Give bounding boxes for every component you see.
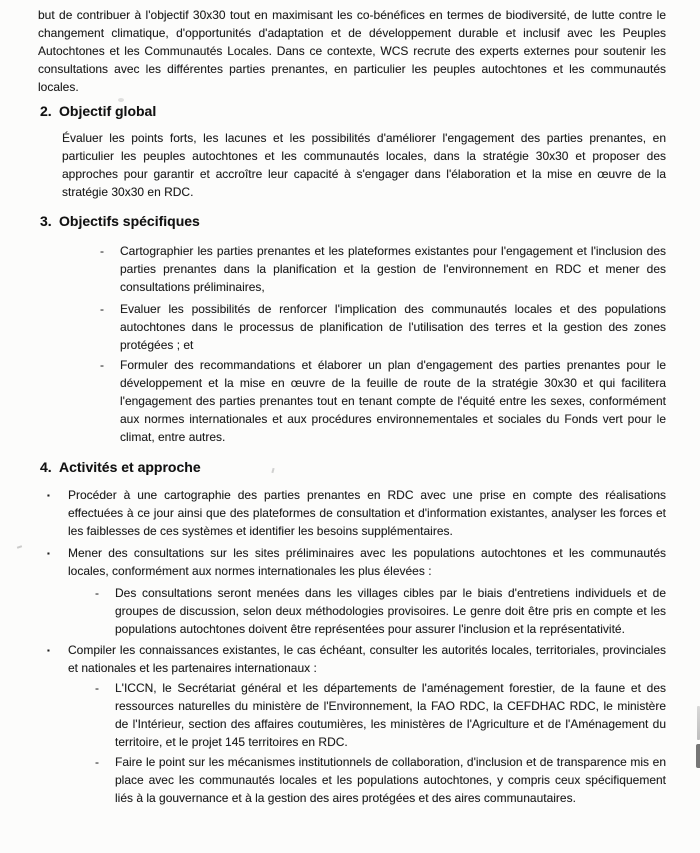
- list-item-text: Evaluer les possibilités de renforcer l'implication des communautés locales et des populations autochtones dans le processus de planification de l'utilisation des terres et la gestion des zones protégées ; et: [120, 302, 666, 352]
- dash-bullet-icon: -: [100, 358, 104, 372]
- section-4-number: 4.: [40, 459, 52, 475]
- section-3-number: 3.: [40, 213, 52, 229]
- list-item-text: Procéder à une cartographie des parties prenantes en RDC avec une prise en compte des réalisations effectuées à ce jour ainsi que des plateformes de consultation et d'information existantes, analyser les forces et les faiblesses de ces systèmes et identifier les besoins supplémentaires.: [68, 488, 666, 538]
- section-2-heading: [38, 102, 666, 120]
- dash-bullet-icon: -: [100, 302, 104, 316]
- list-item: [38, 356, 666, 446]
- list-item: [38, 242, 666, 296]
- list-item-text: Mener des consultations sur les sites préliminaires avec les populations autochtones et les communautés locales, conformément aux normes internationales les plus élevées :: [68, 546, 666, 578]
- sub-list-item: [38, 584, 666, 638]
- square-bullet-icon: ▪: [47, 646, 50, 655]
- section-2-title: Objectif global: [59, 103, 157, 119]
- sub-list-item: [38, 679, 666, 751]
- sub-list-item-text: L'ICCN, le Secrétariat général et les départements de l'aménagement forestier, de la faune et des ressources naturelles du ministère de l'Environnement, la FAO RDC, la CEFDHAC RDC, le ministère de l'Intérieur, section des affaires coutumières, les ministères de l'Agriculture et de l'Aménagement du territoire, et le projet 145 territoires en RDC.: [115, 681, 666, 749]
- list-item-text: Compiler les connaissances existantes, le cas échéant, consulter les autorités locales, territoriales, provinciales et nationales et les partenaires internationaux :: [68, 643, 666, 675]
- section-3-title: Objectifs spécifiques: [59, 213, 200, 229]
- section-4-title: Activités et approche: [59, 459, 201, 475]
- dash-bullet-icon: -: [100, 244, 104, 258]
- dash-bullet-icon: -: [95, 755, 99, 769]
- list-item: [38, 544, 666, 580]
- dash-bullet-icon: -: [95, 681, 99, 695]
- dash-bullet-icon: -: [95, 586, 99, 600]
- list-item: [38, 641, 666, 677]
- section-3-heading: [38, 212, 666, 230]
- scan-artifact: [696, 744, 700, 768]
- sub-list-item-text: Des consultations seront menées dans les villages cibles par le biais d'entretiens individuels et de groupes de discussion, selon deux méthodologies provisoires. Le genre doit être pris en compte et les populations autochtones doivent être représentées pour assurer l'inclusion et la représentativité.: [115, 586, 666, 636]
- list-item: [38, 300, 666, 354]
- square-bullet-icon: ▪: [47, 491, 50, 500]
- list-item-text: Formuler des recommandations et élaborer un plan d'engagement des parties prenantes pour le développement et la mise en œuvre de la feuille de route de la stratégie 30x30 et qui facilitera l'engagement des parties prenantes tout en tenant compte de l'équité entre les sexes, conformément aux normes internationales et aux procédures environnementales et sociales du Fonds vert pour le climat, entre autres.: [120, 358, 666, 444]
- scan-artifact: [17, 545, 22, 549]
- list-item: [38, 486, 666, 540]
- list-item-text: Cartographier les parties prenantes et les plateformes existantes pour l'engagement et l'inclusion des parties prenantes dans la planification et la gestion de l'environnement en RDC et mener des consultations préliminaires,: [120, 244, 666, 294]
- sub-list-item: [38, 753, 666, 807]
- square-bullet-icon: ▪: [47, 549, 50, 558]
- section-4-heading: [38, 458, 666, 476]
- section-2-body: Évaluer les points forts, les lacunes et les possibilités d'améliorer l'engagement des parties prenantes, en particulier les peuples autochtones et les communautés locales, dans la stratégie 30x30 et proposer des approches pour garantir et accroître leur capacité à s'engager dans l'élaboration et la mise en œuvre de la stratégie 30x30 en RDC.: [62, 131, 666, 199]
- sub-list-item-text: Faire le point sur les mécanismes institutionnels de collaboration, d'inclusion et de transparence mis en place avec les communautés locales et les populations autochtones, y compris ceux spécifiquement liés à la gouvernance et à la gestion des aires protégées et des aires communautaires.: [115, 755, 666, 805]
- intro-paragraph: but de contribuer à l'objectif 30x30 tout en maximisant les co-bénéfices en termes de biodiversité, de lutte contre le changement climatique, d'opportunités d'adaptation et de développement durable et inclusif avec les Peuples Autochtones et les Communautés Locales. Dans ce contexte, WCS recrute des experts externes pour soutenir les consultations avec les différentes parties prenantes, en particulier les peuples autochtones et les communautés locales.: [38, 8, 666, 94]
- section-2-number: 2.: [40, 103, 52, 119]
